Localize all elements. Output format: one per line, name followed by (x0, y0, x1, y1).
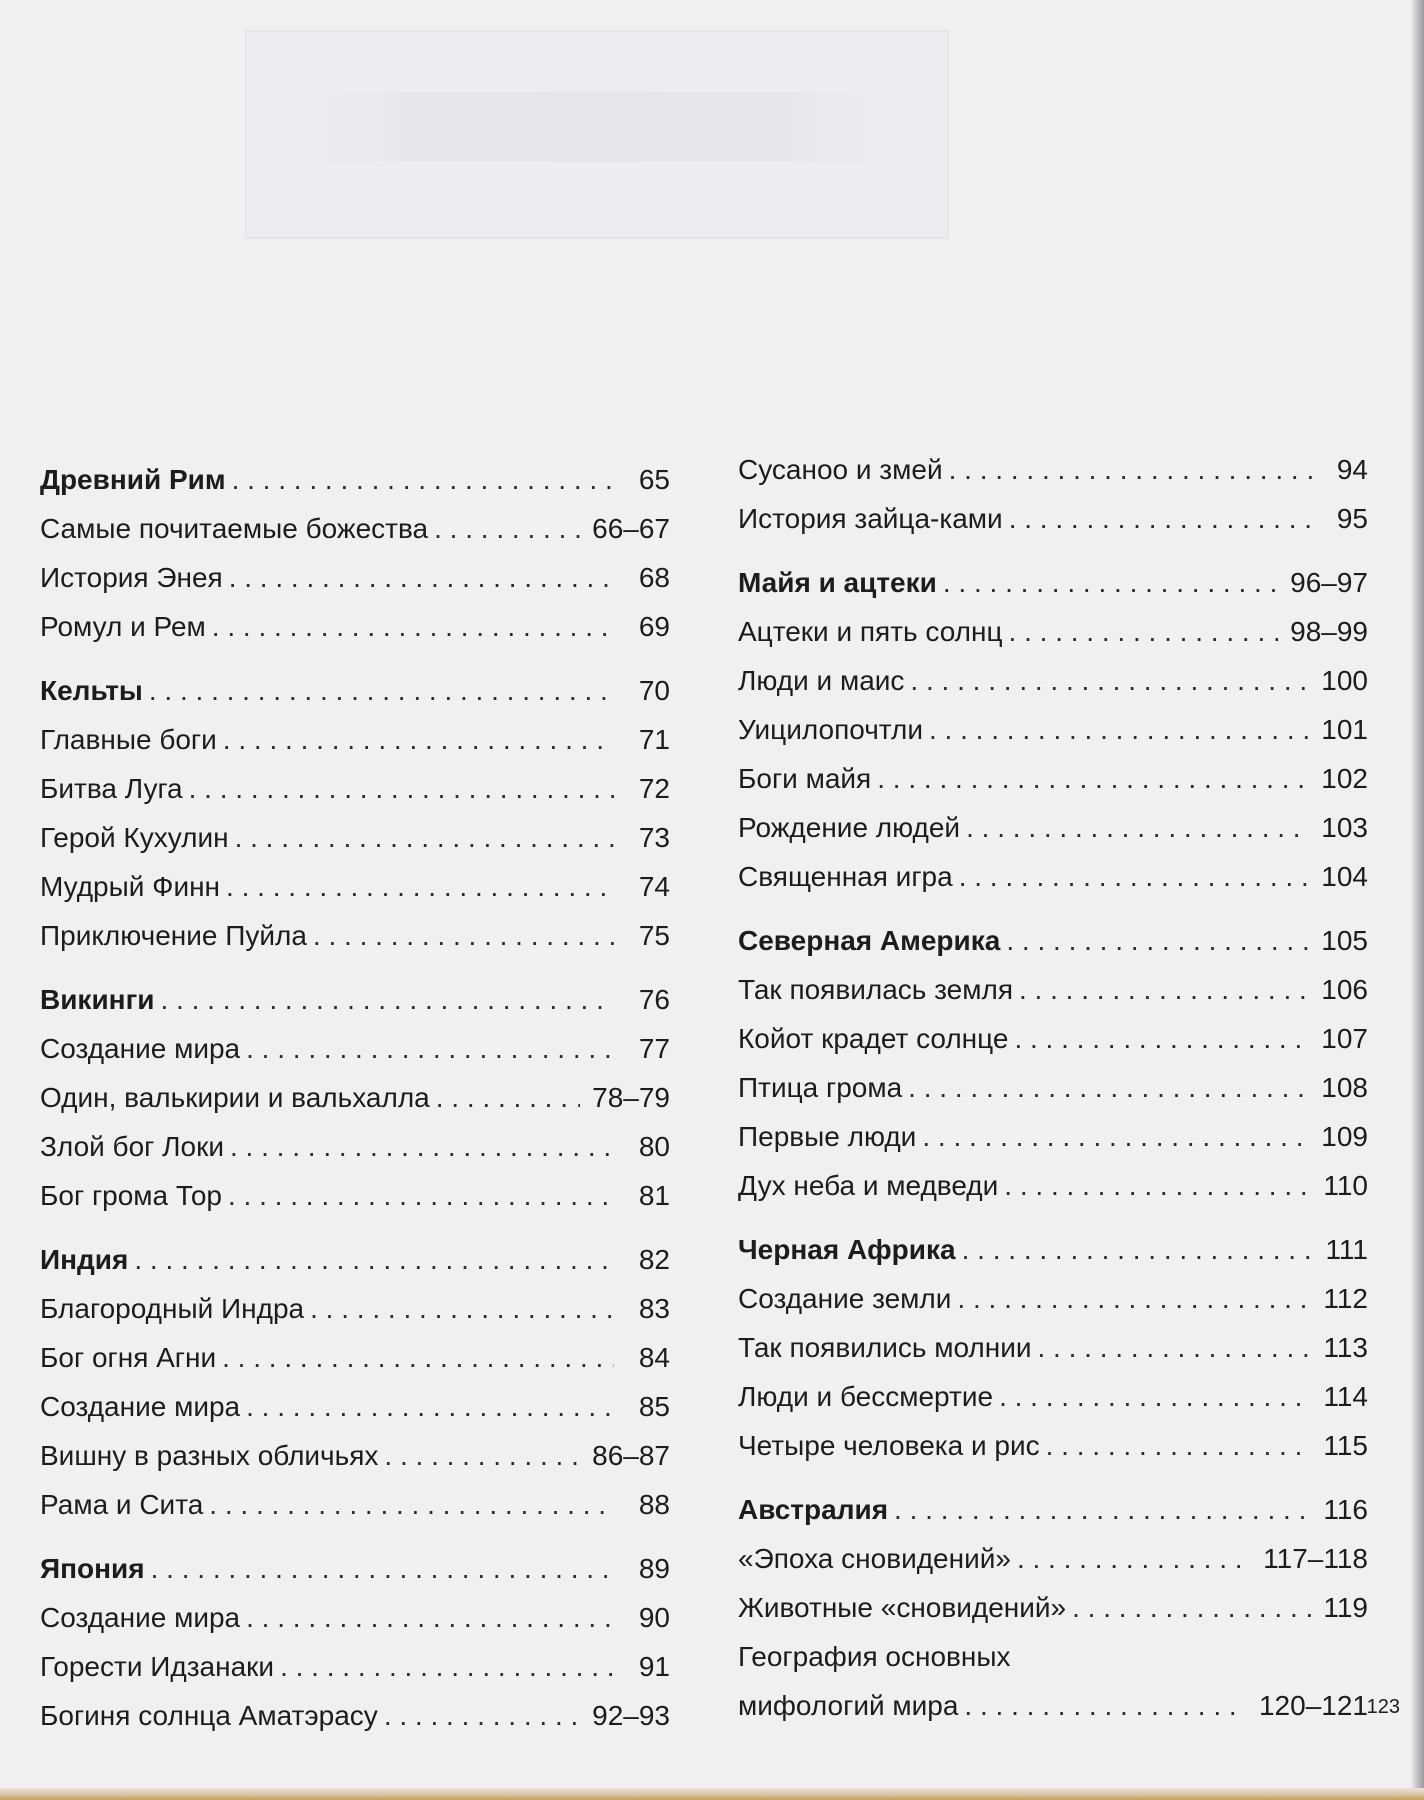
toc-leader-dots (149, 674, 614, 708)
toc-heading-title: Япония (40, 1553, 145, 1584)
toc-page-number: 102 (1321, 763, 1368, 794)
toc-section-heading (738, 1218, 1368, 1267)
toc-page-number: 111 (1325, 1234, 1368, 1265)
toc-page-number: 116 (1323, 1494, 1368, 1525)
toc-entry (738, 1576, 1368, 1625)
toc-entry-title: Создание мира (40, 1602, 241, 1633)
toc-section (40, 968, 670, 1213)
toc-entry (738, 1105, 1368, 1154)
toc-leader-dots (877, 762, 1309, 796)
toc-entry-title: Приключение Пуйла (40, 920, 307, 951)
toc-heading-title: Индия (40, 1244, 129, 1275)
toc-entry (40, 1635, 670, 1684)
toc-leader-dots (226, 870, 614, 904)
toc-section (738, 1218, 1368, 1463)
toc-entry-title: История Энея (40, 562, 223, 593)
toc-entry (40, 1277, 670, 1326)
toc-entry-title: Птица грома (738, 1072, 903, 1103)
toc-entry-title: Бог грома Тор (40, 1180, 222, 1211)
toc-page-number: 95 (1336, 503, 1368, 534)
toc-section-heading (40, 1228, 670, 1277)
toc-entry-title: Сусаноо и змей (738, 454, 943, 485)
toc-entry (738, 438, 1368, 487)
toc-entry-title: Боги майя (738, 763, 872, 794)
toc-entry-title: Главные боги (40, 724, 217, 755)
toc-entry (738, 1007, 1368, 1056)
toc-entry-title: Люди и бессмертие (738, 1381, 994, 1412)
toc-entry-title: мифологий мира (738, 1690, 959, 1721)
toc-heading-title: Северная Америка (738, 925, 1001, 956)
toc-section-heading (738, 909, 1368, 958)
toc-entry-title: Койот крадет солнце (738, 1023, 1009, 1054)
toc-entry-title: Священная игра (738, 861, 953, 892)
toc-entry-title: Дух неба и медведи (738, 1170, 999, 1201)
toc-page-number: 119 (1323, 1592, 1368, 1623)
toc-leader-dots (1072, 1591, 1311, 1625)
toc-entry (40, 708, 670, 757)
toc-leader-dots (246, 1390, 614, 1424)
toc-page-number: 110 (1323, 1170, 1368, 1201)
toc-leader-dots (1004, 1169, 1311, 1203)
toc-page-number: 96–97 (1290, 567, 1368, 598)
toc-page-number: 112 (1323, 1283, 1368, 1314)
toc-page-number: 86–87 (592, 1440, 670, 1471)
page-edge-shadow (1410, 0, 1424, 1800)
toc-leader-dots (929, 713, 1309, 747)
toc-leader-dots (999, 1380, 1311, 1414)
toc-leader-dots (232, 463, 614, 497)
toc-leader-dots (962, 1233, 1312, 1267)
toc-entry (40, 1115, 670, 1164)
toc-page-number: 120–121 (1258, 1690, 1368, 1721)
toc-page-number: 98–99 (1290, 616, 1368, 647)
toc-entry (738, 796, 1368, 845)
toc-leader-dots (949, 453, 1312, 487)
toc-section (40, 448, 670, 644)
toc-section (738, 909, 1368, 1203)
toc-entry-title: Благородный Индра (40, 1293, 305, 1324)
toc-leader-dots (134, 1243, 614, 1277)
toc-entry (40, 1066, 670, 1115)
toc-heading-title: Древний Рим (40, 464, 226, 495)
toc-entry-title: Создание мира (40, 1391, 241, 1422)
toc-page-number: 71 (638, 724, 670, 755)
toc-entry-title: Ромул и Рем (40, 611, 206, 642)
toc-entry (40, 595, 670, 644)
toc-page-number: 77 (638, 1033, 670, 1064)
toc-page-number: 90 (638, 1602, 670, 1633)
toc-leader-dots (1014, 1022, 1309, 1056)
toc-page-number: 109 (1321, 1121, 1368, 1152)
toc-entry (738, 1527, 1368, 1576)
toc-page-number: 68 (638, 562, 670, 593)
toc-page-number: 106 (1321, 974, 1368, 1005)
toc-leader-dots (212, 610, 614, 644)
toc-page-number: 115 (1323, 1430, 1368, 1461)
toc-leader-dots (222, 1341, 614, 1375)
toc-page-number: 104 (1321, 861, 1368, 892)
toc-entry (738, 600, 1368, 649)
toc-page-number: 66–67 (592, 513, 670, 544)
toc-page-number: 84 (638, 1342, 670, 1373)
toc-heading-title: Кельты (40, 675, 143, 706)
toc-section (40, 1228, 670, 1522)
toc-entry (738, 649, 1368, 698)
toc-page-number: 113 (1323, 1332, 1368, 1363)
show-through-title-frame (245, 30, 949, 239)
toc-entry (738, 487, 1368, 536)
toc-leader-dots (246, 1032, 614, 1066)
toc-entry (40, 1586, 670, 1635)
toc-leader-dots (894, 1493, 1311, 1527)
toc-entry-title: Уицилопочтли (738, 714, 923, 745)
toc-page-number: 103 (1321, 812, 1368, 843)
toc-left-column (40, 448, 670, 1748)
toc-entry (40, 1473, 670, 1522)
toc-leader-dots (384, 1699, 580, 1733)
toc-section (738, 1478, 1368, 1723)
toc-heading-title: Майя и ацтеки (738, 567, 937, 598)
toc-entry-title: Рождение людей (738, 812, 961, 843)
toc-entry (40, 1017, 670, 1066)
toc-leader-dots (434, 512, 580, 546)
toc-entry (40, 1164, 670, 1213)
toc-page-number: 92–93 (592, 1700, 670, 1731)
toc-page-number: 83 (638, 1293, 670, 1324)
toc-section-heading (40, 448, 670, 497)
toc-entry (738, 1316, 1368, 1365)
toc-section-heading (738, 551, 1368, 600)
toc-page-number: 114 (1323, 1381, 1368, 1412)
toc-leader-dots (1038, 1331, 1312, 1365)
toc-page-number: 74 (638, 871, 670, 902)
toc-page-number: 70 (638, 675, 670, 706)
toc-heading-title: Австралия (738, 1494, 889, 1525)
toc-section (738, 551, 1368, 894)
toc-leader-dots (1019, 973, 1309, 1007)
toc-entry (40, 1684, 670, 1733)
toc-entry-title: Злой бог Локи (40, 1131, 224, 1162)
toc-page-number: 117–118 (1263, 1543, 1368, 1574)
toc-leader-dots (246, 1601, 614, 1635)
toc-leader-dots (310, 1292, 614, 1326)
toc-page-number: 78–79 (592, 1082, 670, 1113)
toc-section (40, 1537, 670, 1733)
toc-leader-dots (228, 1179, 614, 1213)
toc-page-number: 85 (638, 1391, 670, 1422)
toc-leader-dots (1046, 1429, 1312, 1463)
toc-entry-title: Битва Луга (40, 773, 183, 804)
toc-entry (40, 757, 670, 806)
toc-leader-dots (223, 723, 614, 757)
toc-page-number: 107 (1321, 1023, 1368, 1054)
toc-page-number: 94 (1336, 454, 1368, 485)
toc-page-number: 100 (1321, 665, 1368, 696)
toc-page-number: 88 (638, 1489, 670, 1520)
toc-leader-dots (235, 821, 614, 855)
toc-entry-title: Богиня солнца Аматэрасу (40, 1700, 378, 1731)
page-bottom-edge (0, 1788, 1424, 1800)
toc-leader-dots (1009, 502, 1312, 536)
toc-leader-dots (957, 1282, 1311, 1316)
toc-entry-title: Ацтеки и пять солнц (738, 616, 1003, 647)
toc-entry-title: Создание земли (738, 1283, 952, 1314)
toc-entry (40, 497, 670, 546)
toc-leader-dots (959, 860, 1310, 894)
toc-heading-title: Черная Африка (738, 1234, 956, 1265)
toc-page-number: 69 (638, 611, 670, 642)
toc-leader-dots (313, 919, 614, 953)
toc-leader-dots (229, 561, 614, 595)
toc-section-heading (738, 1478, 1368, 1527)
toc-page-number: 91 (638, 1651, 670, 1682)
toc-entry (738, 845, 1368, 894)
toc-entry-title: Самые почитаемые божества (40, 513, 429, 544)
toc-section (40, 659, 670, 953)
toc-entry (40, 855, 670, 904)
toc-entry-continuation (738, 1674, 1368, 1723)
toc-entry-title: Один, валькирии и вальхалла (40, 1082, 430, 1113)
toc-entry (738, 747, 1368, 796)
toc-entry-title: История зайца-ками (738, 503, 1003, 534)
toc-leader-dots (964, 1689, 1247, 1723)
toc-section-heading (40, 659, 670, 708)
toc-page-number: 105 (1321, 925, 1368, 956)
toc-section-heading (40, 968, 670, 1017)
toc-section-heading (40, 1537, 670, 1586)
toc-entry (738, 1414, 1368, 1463)
toc-entry-title: Первые люди (738, 1121, 917, 1152)
toc-entry (738, 1625, 1368, 1674)
toc-page-number: 65 (638, 464, 670, 495)
toc-entry (40, 546, 670, 595)
toc-entry-title: Так появилась земля (738, 974, 1013, 1005)
toc-leader-dots (922, 1120, 1309, 1154)
toc-entry-title: Рама и Сита (40, 1489, 204, 1520)
toc-entry-title: Вишну в разных обличьях (40, 1440, 379, 1471)
toc-leader-dots (1017, 1542, 1251, 1576)
toc-entry-title: Горести Идзанаки (40, 1651, 275, 1682)
toc-entry-title: Мудрый Финн (40, 871, 221, 902)
toc-entry (738, 1056, 1368, 1105)
toc-leader-dots (943, 566, 1278, 600)
toc-entry (738, 1365, 1368, 1414)
toc-leader-dots (189, 772, 614, 806)
toc-entry (40, 1326, 670, 1375)
toc-entry (738, 1154, 1368, 1203)
toc-leader-dots (1006, 924, 1309, 958)
toc-entry-title: Так появились молнии (738, 1332, 1032, 1363)
toc-leader-dots (966, 811, 1309, 845)
toc-entry (738, 958, 1368, 1007)
toc-leader-dots (384, 1439, 580, 1473)
toc-entry-title: Четыре человека и рис (738, 1430, 1040, 1461)
toc-entry-title: География основных (738, 1641, 1011, 1672)
toc-section (738, 438, 1368, 536)
toc-entry-title: Герой Кухулин (40, 822, 229, 853)
toc-leader-dots (910, 664, 1309, 698)
toc-leader-dots (151, 1552, 614, 1586)
toc-leader-dots (908, 1071, 1309, 1105)
page-number: 123 (1366, 1696, 1400, 1718)
toc-heading-title: Викинги (40, 984, 155, 1015)
toc-page-number: 81 (638, 1180, 670, 1211)
toc-page-number: 75 (638, 920, 670, 951)
toc-page-number: 73 (638, 822, 670, 853)
toc-right-column (738, 448, 1368, 1738)
toc-page-number: 89 (638, 1553, 670, 1584)
toc-page-number: 101 (1321, 714, 1368, 745)
toc-page-number: 108 (1321, 1072, 1368, 1103)
toc-entry-title: Животные «сновидений» (738, 1592, 1067, 1623)
toc-entry (40, 806, 670, 855)
toc-entry (738, 1267, 1368, 1316)
toc-entry-title: Люди и маис (738, 665, 905, 696)
toc-leader-dots (230, 1130, 614, 1164)
toc-page-number: 76 (638, 984, 670, 1015)
toc-page-number: 82 (638, 1244, 670, 1275)
toc-entry (738, 698, 1368, 747)
toc-entry-title: «Эпоха сновидений» (738, 1543, 1011, 1574)
toc-entry-title: Создание мира (40, 1033, 241, 1064)
toc-leader-dots (436, 1081, 580, 1115)
toc-leader-dots (1009, 615, 1279, 649)
toc-page-number: 80 (638, 1131, 670, 1162)
toc-page-number: 72 (638, 773, 670, 804)
toc-leader-dots (280, 1650, 614, 1684)
toc-entry (40, 1375, 670, 1424)
toc-leader-dots (160, 983, 614, 1017)
toc-entry-title: Бог огня Агни (40, 1342, 217, 1373)
toc-leader-dots (209, 1488, 614, 1522)
toc-entry (40, 904, 670, 953)
toc-entry (40, 1424, 670, 1473)
